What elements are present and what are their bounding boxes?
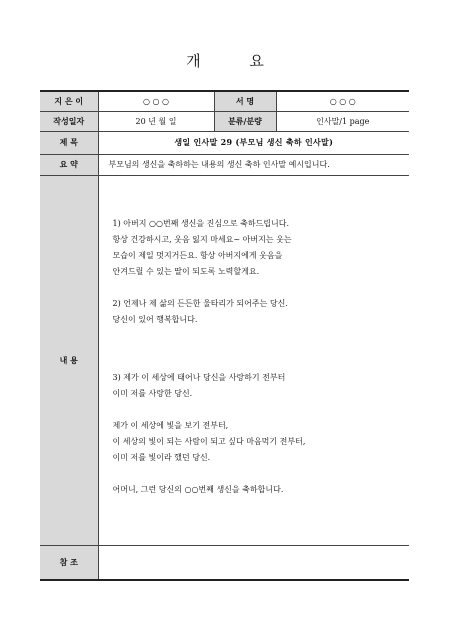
subject-label: 제 목: [40, 131, 98, 154]
content-row: [40, 175, 409, 545]
content-paragraph: [113, 296, 410, 328]
summary-form-table: [40, 90, 409, 581]
book-title-label: 서 명: [214, 91, 276, 111]
page-title: 개 요: [186, 52, 286, 70]
summary-row: [40, 154, 409, 175]
content-line: 3) 제가 이 세상에 태어나 당신을 사랑하기 전부터: [112, 372, 286, 382]
reference-label: 참 조: [40, 545, 98, 580]
author-row: [40, 91, 409, 111]
author-label: 지 은 이: [40, 91, 98, 111]
content-line: 모습이 제일 멋지거든요. 항상 아버지에게 웃음을: [112, 250, 283, 260]
date-row: [40, 111, 409, 131]
content-line: 이미 저를 사랑한 당신.: [112, 388, 193, 398]
date-value: 20 년 월 일: [98, 111, 214, 131]
content-label: 내 용: [40, 175, 98, 545]
content-body: [98, 175, 409, 545]
content-paragraph: [113, 370, 410, 402]
summary-value: 부모님의 생신을 축하하는 내용의 생신 축하 인사말 예시입니다.: [98, 154, 409, 175]
category-value: 인사말/1 page: [276, 111, 409, 131]
content-line: 당신이 있어 행복합니다.: [112, 314, 198, 324]
content-paragraph: [113, 418, 410, 466]
author-value: ○ ○ ○: [98, 91, 214, 111]
content-line: 1) 아버지 ○○번째 생신을 진심으로 축하드립니다.: [112, 218, 290, 228]
subject-value: 생일 인사말 29 (부모님 생신 축하 인사말): [98, 131, 409, 154]
content-paragraph: [113, 216, 410, 280]
reference-value: [98, 545, 409, 580]
content-line: 이미 저를 빛이라 했던 당신.: [112, 452, 211, 462]
category-label: 분류/분량: [214, 111, 276, 131]
content-line: 제가 이 세상에 빛을 보기 전부터,: [112, 420, 229, 430]
subject-row: [40, 131, 409, 154]
content-paragraph: [113, 482, 410, 498]
reference-row: [40, 545, 409, 580]
book-title-value: ○ ○ ○: [276, 91, 409, 111]
content-line: 항상 건강하시고, 웃음 잃지 마세요~ 아버지는 웃는: [112, 234, 292, 244]
content-line: 안겨드릴 수 있는 딸이 되도록 노력할게요.: [112, 266, 260, 276]
content-line: 이 세상의 빛이 되는 사람이 되고 싶다 마음먹기 전부터,: [112, 436, 306, 446]
content-line: 어머니, 그런 당신의 ○○번째 생신을 축하합니다.: [112, 484, 284, 494]
date-label: 작성일자: [40, 111, 98, 131]
summary-label: 요 약: [40, 154, 98, 175]
content-line: 2) 언제나 제 삶의 든든한 울타리가 되어주는 당신.: [112, 298, 288, 308]
